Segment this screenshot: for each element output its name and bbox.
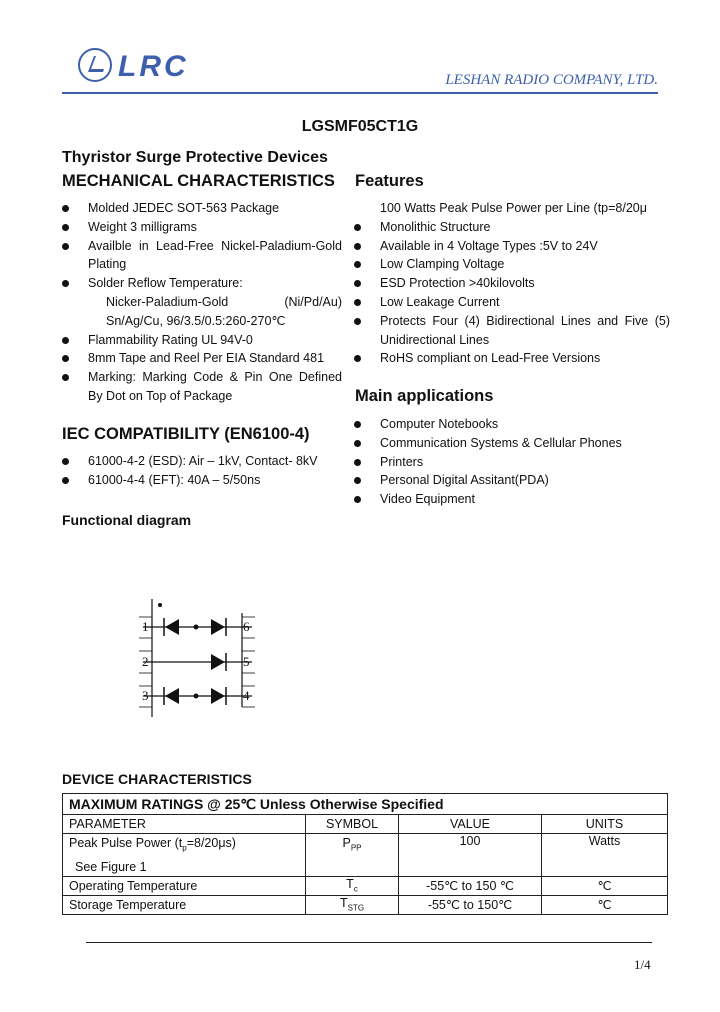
table-row (63, 895, 668, 914)
logo-glyph-icon (80, 50, 110, 80)
part-number: LGSMF05CT1G (301, 118, 419, 135)
logo-text: LRC (118, 50, 189, 83)
applications-list (380, 415, 670, 509)
header-divider (62, 92, 658, 94)
column-header: PARAMETER (63, 815, 306, 834)
list-item: Weight 3 milligrams (88, 218, 342, 237)
list-item: 61000-4-2 (ESD): Air – 1kV, Contact- 8kV (88, 452, 348, 471)
pin-label: 3 (142, 688, 149, 703)
mechanical-title: MECHANICAL CHARACTERISTICS (62, 172, 335, 190)
features-title: Features (355, 172, 424, 190)
list-item: Communication Systems & Cellular Phones (380, 434, 670, 453)
list-item: Molded JEDEC SOT-563 Package (88, 199, 342, 218)
table-cell: $P_{PP}$ (306, 834, 399, 877)
table-cell: $T_c$ (306, 876, 399, 895)
pin-label: 4 (243, 688, 250, 703)
pin-label: 1 (142, 619, 149, 634)
tvs-array-diagram (135, 595, 260, 725)
company-name: LESHAN RADIO COMPANY, LTD. (445, 72, 658, 88)
list-item: Printers (380, 453, 670, 472)
iec-title: IEC COMPATIBILITY (EN6100-4) (62, 425, 310, 443)
features-list (380, 199, 670, 368)
list-item: Flammability Rating UL 94V-0 (88, 331, 342, 350)
list-item: Availble in Lead-Free Nickel-Paladium-Gold (88, 237, 342, 256)
table-cell: Peak Pulse Power $(t_p=8/20\mu s)$ See Figure 1 (63, 834, 306, 877)
list-item: Available in 4 Voltage Types :5V to 24V (380, 237, 670, 256)
table-cell: Storage Temperature (63, 895, 306, 914)
table-cell: -55℃ to 150 ℃ (399, 876, 542, 895)
list-item: Protects Four (4) Bidirectional Lines and Five (5) (380, 312, 670, 331)
table-cell: ℃ (542, 876, 668, 895)
plating-code: (Ni/Pd/Au) (284, 294, 342, 309)
device-characteristics-title: DEVICE CHARACTERISTICS (62, 771, 252, 787)
pin-label: 2 (142, 654, 149, 669)
table-cell: -55℃ to 150℃ (399, 895, 542, 914)
table-title: MAXIMUM RATINGS @ 25℃ Unless Otherwise Specified (63, 794, 668, 815)
table-row (63, 834, 668, 877)
list-item: Sn/Ag/Cu, 96/3.5/0.5:260-270℃ (106, 313, 286, 328)
applications-title: Main applications (355, 387, 494, 405)
mechanical-list (88, 199, 342, 406)
list-item: Computer Notebooks (380, 415, 670, 434)
document-subtitle: Thyristor Surge Protective Devices (62, 149, 328, 166)
list-item: Video Equipment (380, 490, 670, 509)
column-header: VALUE (399, 815, 542, 834)
table-row (63, 876, 668, 895)
pin-label: 6 (243, 619, 250, 634)
plating-label: Nicker-Paladium-Gold (106, 294, 229, 309)
logo-mark (78, 48, 112, 82)
list-item: 100 Watts Peak Pulse Power per Line (tp=8/20μ (380, 199, 670, 218)
footer-divider (86, 942, 652, 943)
list-item: ESD Protection >40kilovolts (380, 274, 670, 293)
column-header: UNITS (542, 815, 668, 834)
functional-diagram-title: Functional diagram (62, 512, 192, 528)
list-item: Unidirectional Lines (380, 332, 490, 347)
page-number: 1/4 (634, 957, 651, 972)
table-cell: Watts (542, 834, 668, 877)
list-item: By Dot on Top of Package (88, 388, 233, 403)
list-item: Low Clamping Voltage (380, 255, 670, 274)
list-item: Personal Digital Assitant(PDA) (380, 471, 670, 490)
list-item: RoHS compliant on Lead-Free Versions (380, 349, 670, 368)
list-item: Marking: Marking Code & Pin One Defined (88, 368, 342, 387)
iec-list (88, 452, 348, 490)
list-item (88, 293, 342, 312)
table-cell: 100 (399, 834, 542, 877)
table-header-row (63, 815, 668, 834)
list-item: Plating (88, 257, 127, 272)
table-cell: ℃ (542, 895, 668, 914)
max-ratings-table (62, 793, 668, 915)
column-header: SYMBOL (306, 815, 399, 834)
list-item: Low Leakage Current (380, 293, 670, 312)
list-item: Solder Reflow Temperature: (88, 274, 342, 293)
list-item: 61000-4-4 (EFT): 40A – 5/50ns (88, 471, 348, 490)
table-cell: Operating Temperature (63, 876, 306, 895)
pin-label: 5 (243, 654, 250, 669)
list-item: 8mm Tape and Reel Per EIA Standard 481 (88, 349, 342, 368)
functional-diagram (135, 595, 260, 725)
list-item: Monolithic Structure (380, 218, 670, 237)
table-cell: $T_{STG}$ (306, 895, 399, 914)
